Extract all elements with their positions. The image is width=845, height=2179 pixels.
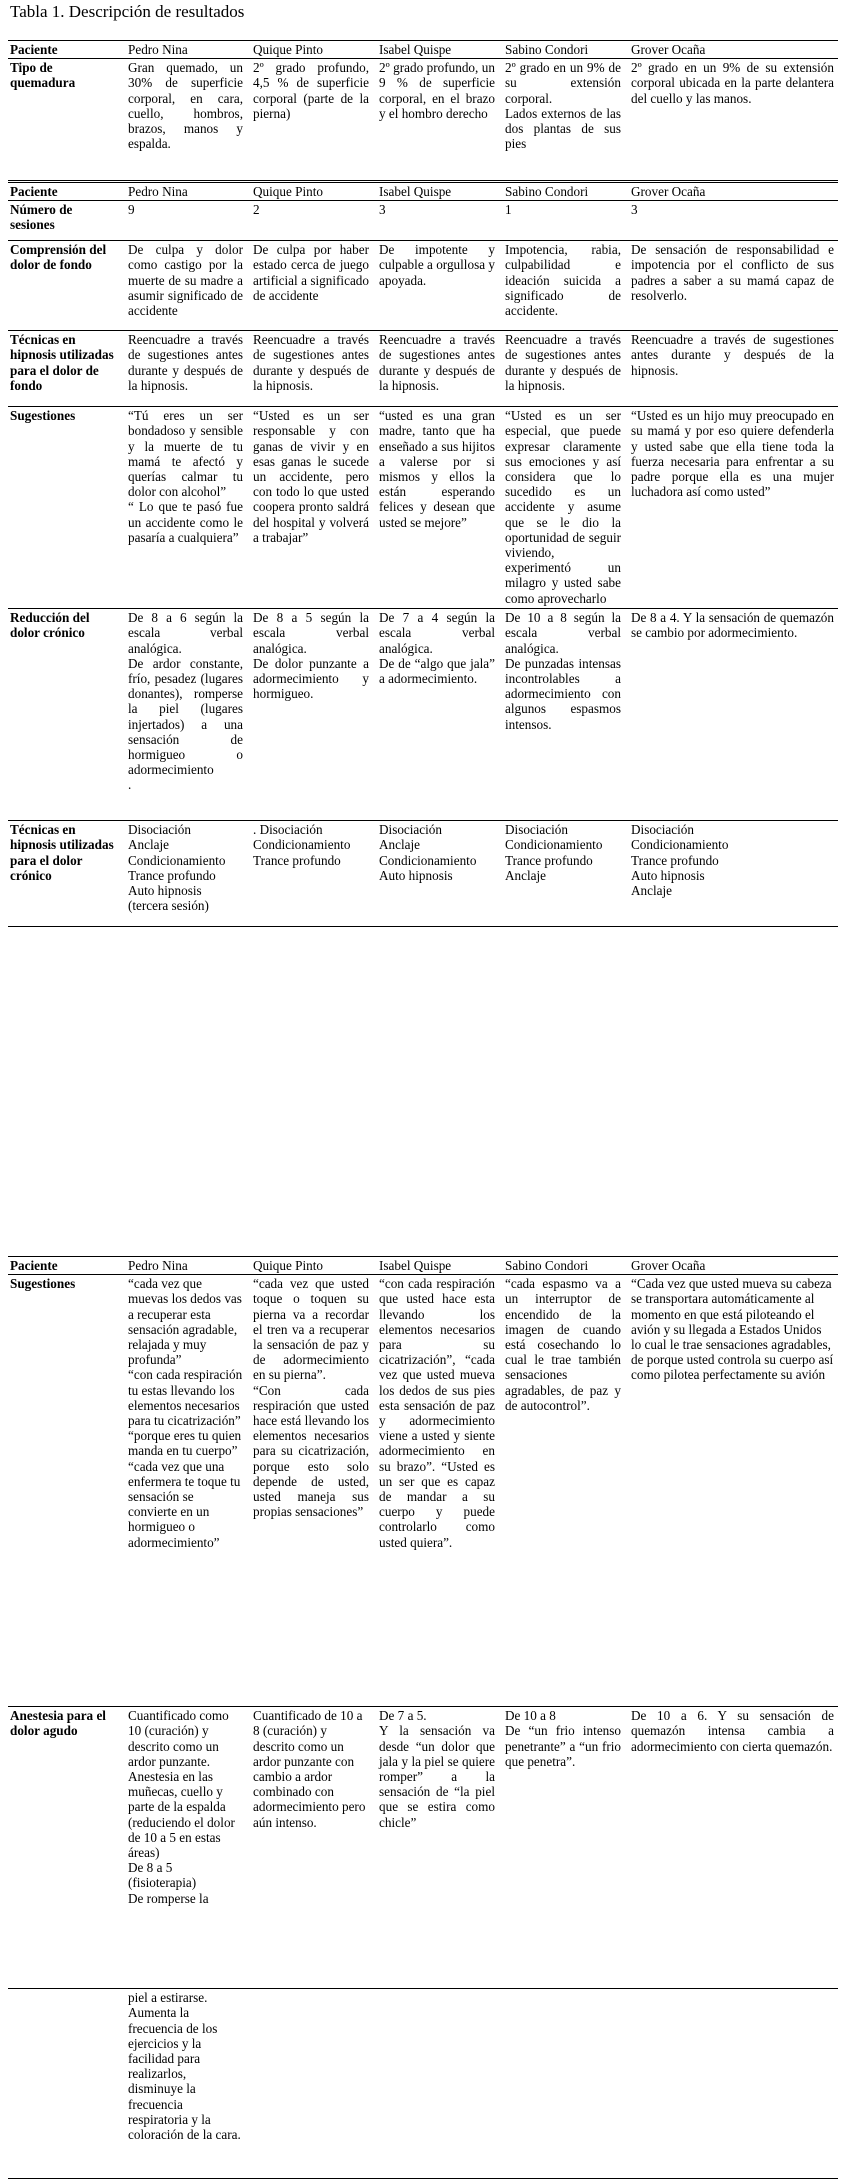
cell: De culpa por haber estado cerca de juego artificial a significado de accidente xyxy=(247,241,373,331)
patient-4-name: Sabino Condori xyxy=(499,183,625,201)
row-tecnicas-fondo xyxy=(8,331,838,407)
cell: 2 xyxy=(253,202,260,218)
row-label: Técnicas en hipnosis utilizadas para el dolor crónico xyxy=(8,821,122,927)
cell: “Tú eres un ser bondadoso y sensible y la muerte de tu mamá te afectó y querías calmar tu dolor con alcohol” “ Lo que te pasó fue un accidente como le pasaría a cualquiera” xyxy=(122,407,247,609)
cell: De 8 a 6 según la escala verbal analógica. De ardor constante, frío, pesadez (lugares donantes), romperse la piel (lugares injertados) a una sensación de hormigueo o adormecimiento . xyxy=(122,609,247,821)
header-row xyxy=(8,1257,838,1275)
cell: De 8 a 4. Y la sensación de quemazón se cambio por adormecimiento. xyxy=(625,609,838,821)
row-label: Comprensión del dolor de fondo xyxy=(8,241,122,331)
header-label: Paciente xyxy=(8,1257,122,1275)
row-sugestiones-cronico xyxy=(8,1275,838,1707)
row-label: Técnicas en hipnosis utilizadas para el dolor de fondo xyxy=(8,331,122,407)
cell: Disociación Anclaje Condicionamiento Auto hipnosis xyxy=(373,821,499,927)
cell: De 7 a 4 según la escala verbal analógica. De de “algo que jala” a adormecimiento. xyxy=(373,609,499,821)
row-label: Tipo de quemadura xyxy=(8,59,122,181)
cell: 2º grado en un 9% de su extensión corporal. Lados externos de las dos plantas de sus pies xyxy=(499,59,625,181)
results-table-block-1 xyxy=(8,40,838,181)
cell: 2º grado profundo, 4,5 % de superficie corporal (parte de la pierna) xyxy=(247,59,373,181)
cell: Impotencia, rabia, culpabilidad e ideación suicida a significado de accidente. xyxy=(499,241,625,331)
patient-3-name: Isabel Quispe xyxy=(373,41,499,59)
cell: De 10 a 8 De “un frio intenso penetrante” a “un frio que penetra”. xyxy=(499,1707,625,1989)
cell-empty xyxy=(8,1989,122,2179)
row-numero-sesiones xyxy=(8,201,838,241)
patient-4-name: Sabino Condori xyxy=(499,41,625,59)
row-tecnicas-cronico xyxy=(8,821,838,927)
patient-4-name: Sabino Condori xyxy=(499,1257,625,1275)
patient-2-name: Quique Pinto xyxy=(247,1257,373,1275)
cell: 2º grado en un 9% de su extensión corporal ubicada en la parte delantera del cuello y las manos. xyxy=(625,59,838,181)
row-reduccion-dolor-cronico xyxy=(8,609,838,821)
cell: “cada vez que muevas los dedos vas a recuperar esta sensación agradable, relajada y muy profunda” “con cada respiración tu estas llevando los elementos necesarios para tu cicatrización” “porque eres tu quien manda en tu cuerpo” “cada vez que una enfermera te toque tu sensación se convierte en un hormigueo o adormecimiento” xyxy=(128,1276,243,1550)
cell: Reencuadre a través de sugestiones antes durante y después de la hipnosis. xyxy=(625,331,838,407)
cell-empty xyxy=(625,1989,838,2179)
patient-5-name: Grover Ocaña xyxy=(625,1257,838,1275)
cell: Reencuadre a través de sugestiones antes durante y después de la hipnosis. xyxy=(122,331,247,407)
cell: Cuantificado como 10 (curación) y descrito como un ardor punzante. Anestesia en las muñecas, cuello y parte de la espalda (reduciendo el dolor de 10 a 5 en estas áreas) De 8 a 5 (fisioterapia) De romperse la xyxy=(122,1707,247,1989)
patient-2-name: Quique Pinto xyxy=(247,41,373,59)
patient-1-name: Pedro Nina xyxy=(122,1257,247,1275)
cell: “Usted es un ser especial, que puede expresar claramente sus emociones y así considera que lo sucedido es un accidente y asume que se le dio la oportunidad de seguir viviendo, experimentó un milagro y usted sabe como aprovecharlo xyxy=(499,407,625,609)
patient-5-name: Grover Ocaña xyxy=(625,183,838,201)
cell-empty xyxy=(373,1989,499,2179)
row-anestesia-continuation xyxy=(8,1989,838,2179)
row-label: Sugestiones xyxy=(10,1276,76,1292)
cell-empty xyxy=(247,1989,373,2179)
header-row xyxy=(8,41,838,59)
cell: De 10 a 6. Y su sensación de quemazón intensa cambia a adormecimiento con cierta quemazón. xyxy=(625,1707,838,1989)
cell: 3 xyxy=(631,202,638,218)
cell: piel a estirarse. Aumenta la frecuencia de los ejercicios y la facilidad para realizarlos, disminuye la frecuencia respiratoria y la coloración de la cara. xyxy=(122,1989,247,2179)
header-label: Paciente xyxy=(8,183,122,201)
cell: De sensación de responsabilidad e impotencia por el conflicto de sus padres a saber a su mamá capaz de resolverlo. xyxy=(625,241,838,331)
cell: “Usted es un hijo muy preocupado en su mamá y por eso quiere defenderla y usted sabe que ella tiene toda la fuerza necesaria para enfrentar a su padre porque ella es una mujer luchadora así como usted” xyxy=(625,407,838,609)
cell-empty xyxy=(499,1989,625,2179)
results-table-block-3 xyxy=(8,1256,838,2179)
cell: Reencuadre a través de sugestiones antes durante y después de la hipnosis. xyxy=(499,331,625,407)
patient-3-name: Isabel Quispe xyxy=(373,183,499,201)
cell: De 8 a 5 según la escala verbal analógica. De dolor punzante a adormecimiento y hormigueo. xyxy=(247,609,373,821)
cell: 2º grado profundo, un 9 % de superficie corporal, en el brazo y el hombro derecho xyxy=(373,59,499,181)
cell: Disociación Anclaje Condicionamiento Trance profundo Auto hipnosis (tercera sesión) xyxy=(122,821,247,927)
row-tipo-quemadura xyxy=(8,59,838,181)
patient-1-name: Pedro Nina xyxy=(122,183,247,201)
patient-5-name: Grover Ocaña xyxy=(625,41,838,59)
cell: “Usted es un ser responsable y con ganas de vivir y en esas ganas le sucede un accidente, pero con todo lo que usted coopera pronto saldrá del hospital y volverá a trabajar” xyxy=(247,407,373,609)
cell: “cada espasmo va a un interruptor de encendido de la imagen de cuando está cosechando lo cual le trae también sensaciones agradables, de paz y de autocontrol”. xyxy=(505,1276,621,1413)
cell: 1 xyxy=(505,202,512,218)
cell: Disociación Condicionamiento Trance profundo Anclaje xyxy=(499,821,625,927)
cell: Disociación Condicionamiento Trance profundo Auto hipnosis Anclaje xyxy=(625,821,838,927)
cell: De impotente y culpable a orgullosa y apoyada. xyxy=(373,241,499,331)
row-sugestiones-fondo xyxy=(8,407,838,609)
cell: Reencuadre a través de sugestiones antes durante y después de la hipnosis. xyxy=(373,331,499,407)
cell: De 10 a 8 según la escala verbal analógica. De punzadas intensas incontrolables a adormecimiento con algunos espasmos intensos. xyxy=(499,609,625,821)
header-label: Paciente xyxy=(8,41,122,59)
cell: De 7 a 5. Y la sensación va desde “un dolor que jala y la piel se quiere romper” a la sensación de “la piel que se estira como chicle” xyxy=(373,1707,499,1989)
cell: Reencuadre a través de sugestiones antes durante y después de la hipnosis. xyxy=(247,331,373,407)
patient-2-name: Quique Pinto xyxy=(247,183,373,201)
row-label: Anestesia para el dolor agudo xyxy=(8,1707,122,1989)
cell: 9 xyxy=(128,202,135,218)
results-table-block-2 xyxy=(8,182,838,927)
header-row xyxy=(8,183,838,201)
cell: Gran quemado, un 30% de superficie corporal, en cara, cuello, hombros, brazos, manos y espalda. xyxy=(122,59,247,181)
row-comprension-dolor xyxy=(8,241,838,331)
table-title: Tabla 1. Descripción de resultados xyxy=(10,2,245,21)
cell: . Disociación Condicionamiento Trance profundo xyxy=(247,821,373,927)
row-label: Reducción del dolor crónico xyxy=(8,609,122,821)
patient-3-name: Isabel Quispe xyxy=(373,1257,499,1275)
patient-1-name: Pedro Nina xyxy=(122,41,247,59)
row-label: Número de sesiones xyxy=(10,202,73,233)
cell: “Cada vez que usted mueva su cabeza se transportara automáticamente al momento en que está piloteando el avión y su llegada a Estados Unidos lo cual le trae sensaciones agradables, de porque usted controla su cuerpo así como pilotea perfectamente su avión xyxy=(631,1276,834,1383)
cell: 3 xyxy=(379,202,386,218)
cell: “con cada respiración que usted hace esta llevando los elementos necesarios para su cicatrización”, “cada vez que usted mueva los dedos de sus pies esta sensación de paz y adormecimiento viene a usted y siente adormecimiento en su brazo”. “Usted es un ser que es capaz de mandar a su cuerpo y puede controlarlo como usted quiera”. xyxy=(379,1276,495,1550)
cell: “usted es una gran madre, tanto que ha enseñado a sus hijitos a valerse por si mismos y ellos la están esperando felices y desean que usted se mejore” xyxy=(373,407,499,609)
cell: De culpa y dolor como castigo por la muerte de su madre a asumir significado de accidente xyxy=(122,241,247,331)
cell: Cuantificado de 10 a 8 (curación) y descrito como un ardor punzante con cambio a ardor combinado con adormecimiento pero aún intenso. xyxy=(247,1707,373,1989)
cell: “cada vez que usted toque o toquen su pierna va a recordar el tren va a recuperar la sensación de paz y de adormecimiento en su pierna”. “Con cada respiración que usted hace está llevando los elementos necesarios para su cicatrización, porque esto solo depende de usted, usted maneja sus propias sensaciones” xyxy=(253,1276,369,1520)
row-anestesia-dolor-agudo xyxy=(8,1707,838,1989)
row-label: Sugestiones xyxy=(8,407,122,609)
